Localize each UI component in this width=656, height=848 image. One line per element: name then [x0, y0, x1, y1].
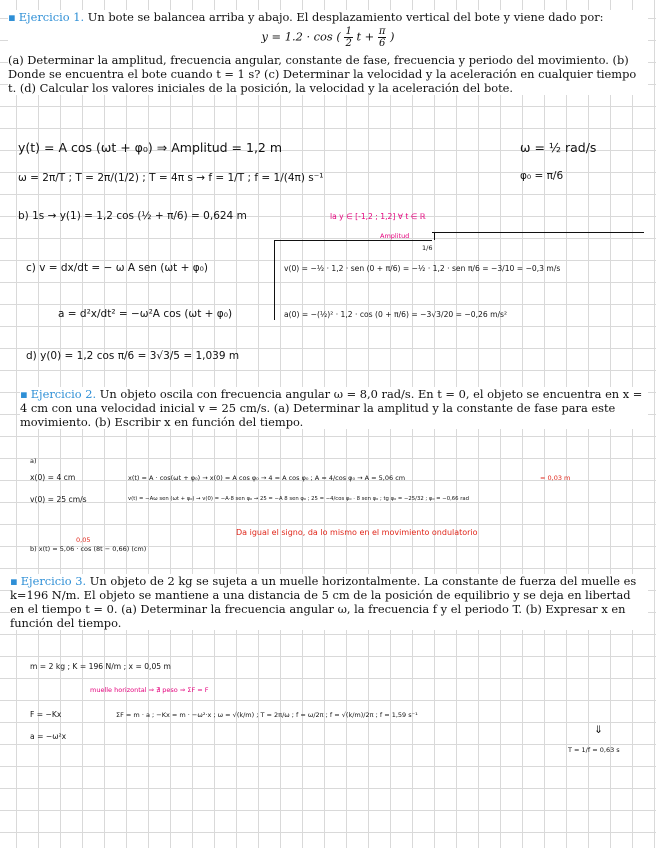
hw-ex1-amplitude-note: Amplitud: [380, 232, 410, 240]
hw-ex2-small-value: 0,05: [76, 536, 91, 544]
hw-ex1-line6: d) y(0) = 1,2 cos π/6 = 3√3/5 = 1,039 m: [26, 350, 240, 362]
exercise-1-equation: [8, 26, 648, 49]
hw-ex2-line2-left: v(0) = 25 cm/s: [30, 495, 87, 504]
exercise-1-intro-text: Un bote se balancea arriba y abajo. El desplazamiento vertical del bote y viene dado por:: [87, 10, 604, 24]
hw-ex1-accel-result: a(0) = −(½)² · 1,2 · cos (0 + π/6) = −3√3/20 = −0,26 m/s²: [284, 310, 508, 319]
hw-ex1-line3: b) 1s → y(1) = 1,2 cos (½ + π/6) = 0,624 m: [18, 210, 247, 222]
exercise-1-statement: [8, 10, 648, 95]
exercise-1-title: Ejercicio 1.: [18, 10, 85, 24]
staircase-divider-top: [432, 232, 644, 233]
exercise-3-body: Un objeto de 2 kg se sujeta a un muelle horizontalmente. La constante de fuerza del muelle es k=196 N/m. El objeto se mantiene a una distancia de 5 cm de la posición de equilibrio y se deja en libertad en el tiempo t = 0. (a) Determinar la frecuencia angular ω, la frecuencia f y el periodo T. (b) Expresar x en función del tiempo.: [10, 574, 637, 630]
hw-ex2-line1-left: x(0) = 4 cm: [30, 473, 76, 482]
hw-ex1-phase: φ₀ = π/6: [520, 170, 564, 182]
staircase-divider-diag: [424, 232, 435, 240]
hw-ex1-velocity-result: v(0) = −½ · 1,2 · sen (0 + π/6) = −½ · 1,2 · sen π/6 = −3/10 = −0,3 m/s: [284, 264, 561, 273]
hw-ex2-b: b) x(t) = 5,06 · cos (8t − 0,66) (cm): [30, 545, 147, 553]
bullet-icon: ▪: [8, 10, 16, 24]
exercise-1-body: (a) Determinar la amplitud, frecuencia angular, constante de fase, frecuencia y periodo del movimiento. (b) Donde se encuentra el bote cuando t = 1 s? (c) Determinar la velocidad y la aceleración en cualquier tiempo t. (d) Calcular los valores iniciales de la posición, la velocidad y la aceleración del bote.: [8, 53, 637, 95]
staircase-divider-mid: [274, 240, 432, 241]
bullet-icon: ▪: [10, 574, 18, 588]
hw-ex3-period: T = 1/f = 0,63 s: [568, 746, 620, 754]
hw-ex1-range-note: la y ∈ [-1,2 ; 1,2] ∀ t ∈ ℝ: [330, 212, 426, 221]
hw-ex3-spring-note: muelle horizontal ⇒ ∄ peso ⇒ ΣF = F: [90, 686, 209, 694]
exercise-1-intro: [8, 10, 648, 24]
hw-ex2-line1-right: x(t) = A · cos(ωt + φ₀) → x(0) = A cos φ₀ → 4 = A cos φ₀ ; A = 4/cos φ₀ → A = 5,06 cm: [128, 474, 406, 482]
exercise-2-body: Un objeto oscila con frecuencia angular ω = 8,0 rad/s. En t = 0, el objeto se encuentra en x = 4 cm con una velocidad inicial v = 25 cm/s. (a) Determinar la amplitud y la constante de fase para este movimiento. (b) Escribir x en función del tiempo.: [20, 387, 643, 429]
equation-lhs: y = 1.2 · cos (: [261, 29, 341, 44]
hw-ex1-line1: y(t) = A cos (ωt + φ₀) ⇒ Amplitud = 1,2 m: [18, 140, 283, 155]
hw-ex1-omega: ω = ½ rad/s: [520, 140, 597, 155]
hw-ex1-line2: ω = 2π/T ; T = 2π/(1/2) ; T = 4π s → f = 1/T ; f = 1/(4π) s⁻¹: [18, 172, 324, 184]
fraction-half: [344, 26, 352, 49]
equation-mid: t +: [356, 29, 375, 44]
hw-ex3-line1: m = 2 kg ; K = 196 N/m ; x = 0,05 m: [30, 662, 171, 671]
exercise-2-title: Ejercicio 2.: [30, 387, 97, 401]
hw-ex3-line3-right: ΣF = m · a ; −Kx = m · −ω²·x ; ω = √(k/m) ; T = 2π/ω ; f = ω/2π ; f = √(k/m)/2π ; f = 1,59 s⁻¹: [116, 711, 418, 719]
fraction-pi-six: [378, 26, 387, 49]
exercise-2-statement: [20, 387, 648, 429]
fraction-num: 1: [345, 26, 352, 37]
hw-ex2-amplitude-answer: = 0,03 m: [540, 474, 571, 482]
hw-ex1-line5: a = d²x/dt² = −ω²A cos (ωt + φ₀): [58, 308, 233, 320]
hw-ex3-line3-left: F = −Kx: [30, 710, 62, 719]
hw-ex2-a: a): [30, 457, 37, 465]
fraction-den: 2: [345, 38, 352, 49]
staircase-divider-left: [274, 240, 275, 320]
hw-ex3-line4-left: a = −ω²x: [30, 732, 67, 741]
hw-ex1-small: 1/6: [422, 244, 433, 252]
hw-ex2-line2-right: v(t) = −Aω sen (ωt + φ₀) → v(0) = −A·8 sen φ₀ → 25 = −A 8 sen φ₀ ; 25 = −4/cos φ₀ · 8 sen φ₀ ; tg φ₀ = −25/32 ; φ₀ = −0,66 rad: [128, 496, 469, 502]
equation-rhs: ): [390, 29, 395, 44]
exercise-3-statement: [10, 574, 648, 630]
down-arrow-icon: ⇓: [594, 724, 603, 736]
fraction-den: 6: [378, 38, 386, 49]
hw-ex2-sign-note: Da igual el signo, da lo mismo en el movimiento ondulatorio: [236, 528, 478, 537]
exercise-3-title: Ejercicio 3.: [20, 574, 87, 588]
bullet-icon: ▪: [20, 387, 28, 401]
fraction-num: π: [378, 26, 386, 37]
hw-ex1-line4: c) v = dx/dt = − ω A sen (ωt + φ₀): [26, 262, 208, 274]
